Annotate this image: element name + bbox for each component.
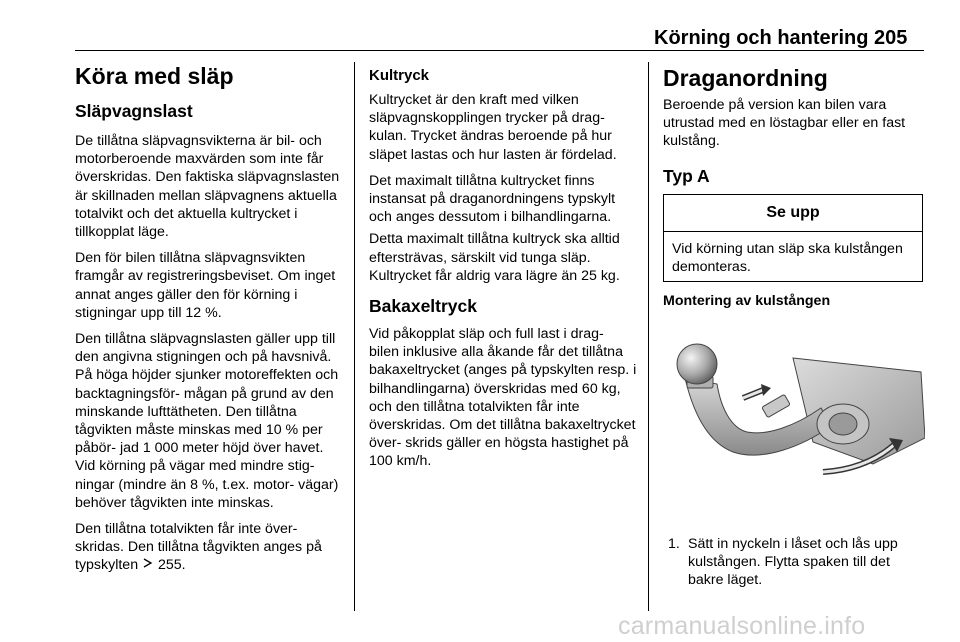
column-right	[663, 62, 925, 187]
subheading-typ-a: Typ A	[663, 165, 710, 186]
header-title: Körning och hantering	[654, 27, 869, 49]
paragraph: Detta maximalt tillåtna kultryck ska alltid eftersträvas, särskilt vid tunga släp. Kultrycket får aldrig vara lägre än 25 kg.	[369, 231, 620, 284]
section-heading: Draganordning	[663, 65, 828, 91]
column-divider	[648, 62, 649, 611]
paragraph: De tillåtna släpvagnsvikterna är bil- och motorberoende maxvärden som inte får överskridas. Den faktiska släpvagnslasten är skillnaden mellan släpvagnens aktuella totalvikt och det aktuella kultrycket i tillkopplat läge.	[75, 133, 340, 241]
subheading-kultryck: Kultryck	[369, 67, 430, 84]
montering-label: Montering av kulstången	[663, 293, 831, 309]
paragraph-text: Den tillåtna totalvikten får inte över- skridas. Den tillåtna tågvikten anges på typskylten	[75, 521, 322, 574]
paragraph	[75, 520, 343, 575]
paragraph: Kultrycket är den kraft med vilken släpvagnskopplingen trycker på drag- kulan. Trycket ändras beroende på hur släpet lastas och hur lasten är fördelad.	[369, 92, 617, 163]
caution-title: Se upp	[664, 195, 922, 232]
montering-heading	[663, 292, 925, 311]
step-number: 1.	[668, 536, 680, 552]
column-divider	[354, 62, 355, 611]
column-middle	[369, 62, 637, 471]
paragraph: Vid påkopplat släp och full last i drag- bilen inklusive alla åkande får det tillåtna bakaxeltrycket (anges på typskylten resp. i bilhandlingarna) överskridas med 60 kg, och den tillåtna totalvikten får inte överskridas. Om det tillåtna bakaxeltrycket över- skrids gäller en högsta hastighet på 100 km/h.	[369, 326, 637, 470]
paragraph: Det maximalt tillåtna kultrycket finns instansat på draganordningens typskylt och anges dessutom i bilhandlingarna.	[369, 172, 616, 226]
paragraph: Beroende på version kan bilen vara utrustad med en löstagbar eller en fast kulstång.	[663, 97, 906, 150]
step-text: Sätt in nyckeln i låset och lås upp kulstången. Flytta spaken till det bakre läget.	[688, 536, 898, 589]
subheading-bakaxeltryck: Bakaxeltryck	[369, 296, 477, 317]
page-reference-link[interactable]: 255.	[158, 557, 186, 574]
towbar-illustration	[663, 342, 925, 482]
caution-box	[663, 194, 923, 282]
column-left	[75, 62, 343, 575]
watermark: carmanualsonline.info	[618, 612, 866, 640]
paragraph: Den för bilen tillåtna släpvagnsvikten framgår av registreringsbeviset. Om inget annat anges gäller den för körning i stigningar upp till 12 %.	[75, 250, 336, 321]
caution-text: Vid körning utan släp ska kulstången demonteras.	[672, 241, 903, 276]
header-rule	[75, 50, 924, 51]
paragraph: Den tillåtna släpvagnslasten gäller upp till den angivna stigningen och på havsnivå. På höga höjder sjunker motoreffekten och backtagningsför- mågan på grund av den minskande lufttätheten. Den tillåtna tågvikten måste minskas med 10 % per påbör- jad 1 000 meter höjd över havet. Vid körning på vägar med mindre stig- ningar (mindre än 8 %, t.ex. motor- vägar) behöver tågvikten inte minskas.	[75, 331, 339, 511]
section-heading: Köra med släp	[75, 63, 234, 89]
page-number: 205	[874, 27, 908, 49]
subheading-slapvagnslast: Släpvagnslast	[75, 101, 193, 121]
page-reference-icon	[142, 556, 154, 574]
